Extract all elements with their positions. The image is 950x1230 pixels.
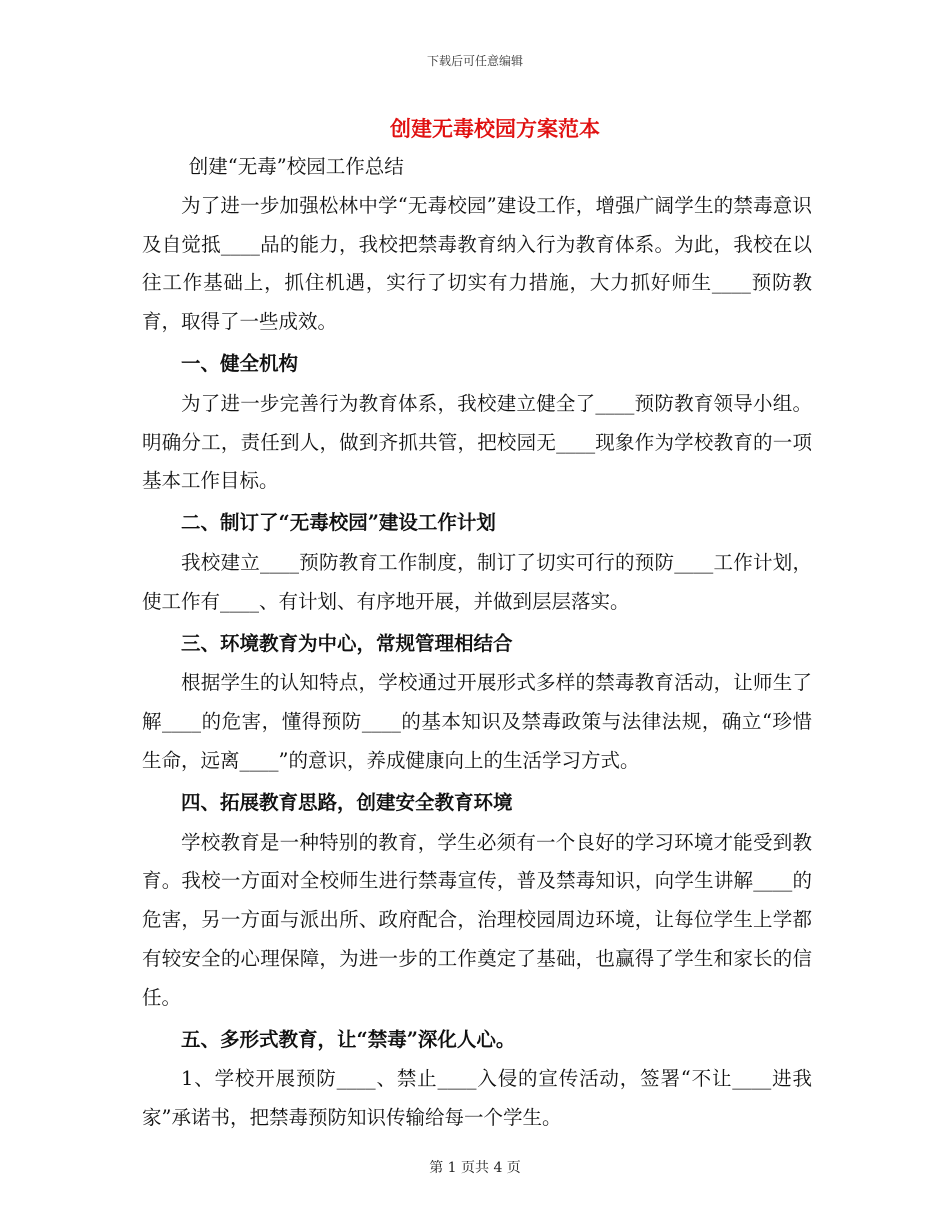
- section-paragraph-4: 学校教育是一种特别的教育，学生必须有一个良好的学习环境才能受到教育。我校一方面对全校师生进行禁毒宣传，普及禁毒知识，向学生讲解____的危害，另一方面与派出所、政府配合，治理校园周边环境，让每位学生上学都有较安全的心理保障，为进一步的工作奠定了基础，也赢得了学生和家长的信任。: [142, 830, 812, 1009]
- section-paragraph-3: 根据学生的认知特点，学校通过开展形式多样的禁毒教育活动，让师生了解____的危害，懂得预防____的基本知识及禁毒政策与法律法规，确立“珍惜生命，远离____”的意识，养成健康向上的生活学习方式。: [142, 671, 812, 772]
- section-heading-4: 四、拓展教育思路，创建安全教育环境: [181, 790, 513, 814]
- section-paragraph-1: 为了进一步完善行为教育体系，我校建立健全了____预防教育领导小组。明确分工，责任到人，做到齐抓共管，把校园无____现象作为学校教育的一项基本工作目标。: [142, 391, 812, 493]
- document-title: 创建无毒校园方案范本: [390, 116, 600, 141]
- section-heading-2: 二、制订了“无毒校园”建设工作计划: [181, 511, 496, 535]
- section-heading-3: 三、环境教育为中心，常规管理相结合: [181, 631, 513, 655]
- section-heading-5: 五、多形式教育，让“禁毒”深化人心。: [181, 1027, 516, 1051]
- document-body: [142, 148, 812, 1138]
- document-subtitle: 创建“无毒”校园工作总结: [188, 155, 404, 178]
- page-footer: 第 1 页共 4 页: [429, 1160, 521, 1176]
- section-heading-1: 一、健全机构: [181, 351, 299, 375]
- intro-paragraph: 为了进一步加强松林中学“无毒校园”建设工作，增强广阔学生的禁毒意识及自觉抵____品的能力，我校把禁毒教育纳入行为教育体系。为此，我校在以往工作基础上，抓住机遇，实行了切实有力措施，大力抓好师生____预防教育，取得了一些成效。: [142, 193, 812, 334]
- section-paragraph-2: 我校建立____预防教育工作制度，制订了切实可行的预防____工作计划，使工作有____、有计划、有序地开展，并做到层层落实。: [142, 550, 812, 613]
- section-paragraph-5: 1、学校开展预防____、禁止____入侵的宣传活动，签署“不让____进我家”承诺书，把禁毒预防知识传输给每一个学生。: [142, 1067, 812, 1130]
- page-header: 下载后可任意编辑: [426, 54, 523, 68]
